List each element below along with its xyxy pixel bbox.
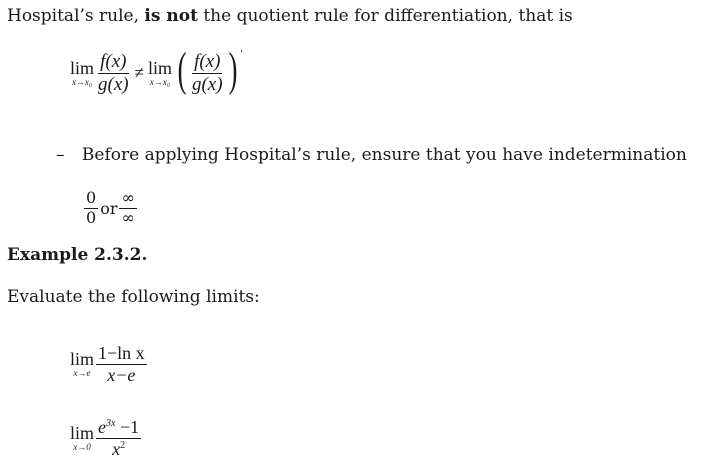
left-paren: ( bbox=[177, 43, 187, 97]
bullet-dash: – bbox=[56, 145, 65, 165]
limit-1-subscript: x→e bbox=[73, 367, 91, 378]
limit-operator bbox=[70, 59, 94, 88]
or-text: or bbox=[100, 198, 118, 218]
indetermination-forms bbox=[84, 190, 137, 227]
infinity-over-infinity bbox=[119, 190, 136, 227]
limit-1-numerator: 1−ln x bbox=[98, 343, 145, 363]
intro-text-1: Hospital’s rule, bbox=[7, 6, 145, 26]
numerator-f: f(x) bbox=[100, 51, 127, 72]
example-heading: Example 2.3.2. bbox=[7, 245, 148, 265]
limit-2 bbox=[70, 418, 141, 459]
bullet-text: Before applying Hospital’s rule, ensure that you have indetermination bbox=[81, 145, 687, 165]
prime-mark: ′ bbox=[240, 48, 243, 60]
lim-subscript: x→x₀ bbox=[71, 77, 93, 88]
limit-2-lim-word: lim bbox=[70, 422, 95, 443]
instruction-text: Evaluate the following limits: bbox=[7, 287, 260, 307]
numerator-f-2: f(x) bbox=[194, 51, 221, 72]
limit-operator-2 bbox=[148, 59, 172, 88]
bullet-item bbox=[56, 145, 687, 165]
denominator-g: g(x) bbox=[98, 73, 129, 95]
limit-2-num-base: e bbox=[98, 417, 107, 437]
limit-1-lim-word: lim bbox=[70, 348, 95, 369]
zero-denominator: 0 bbox=[86, 207, 97, 227]
intro-text-2: the quotient rule for differentiation, that is bbox=[197, 6, 573, 26]
zero-over-zero bbox=[84, 190, 98, 227]
lim-word: lim bbox=[70, 58, 95, 79]
intro-emphasis: is not bbox=[144, 6, 198, 26]
intro-paragraph bbox=[7, 6, 573, 26]
limit-2-numerator bbox=[96, 418, 141, 439]
limit-2-num-tail: −1 bbox=[115, 417, 140, 437]
not-equal-sign: ≠ bbox=[134, 63, 144, 83]
limit-1-operator bbox=[70, 350, 94, 379]
limit-2-fraction bbox=[96, 418, 141, 459]
lim-word-2: lim bbox=[147, 58, 172, 79]
limit-2-den-base: x bbox=[112, 438, 121, 459]
limit-2-num-exponent: 3x bbox=[106, 418, 116, 429]
infinity-numerator: ∞ bbox=[121, 188, 135, 207]
limit-1-denominator: x−e bbox=[107, 364, 136, 385]
zero-numerator: 0 bbox=[86, 188, 97, 207]
infinity-denominator: ∞ bbox=[121, 207, 135, 227]
limit-2-denominator bbox=[110, 439, 127, 459]
fraction-f-over-g bbox=[96, 52, 131, 95]
limit-2-operator bbox=[70, 424, 94, 453]
limit-2-subscript: x→0 bbox=[73, 441, 91, 452]
lim-subscript-2: x→x₀ bbox=[149, 77, 171, 88]
limit-1 bbox=[70, 344, 147, 385]
denominator-g-2: g(x) bbox=[191, 73, 223, 95]
limit-1-fraction bbox=[96, 344, 147, 385]
fraction-f-over-g-2 bbox=[190, 52, 225, 95]
limit-2-den-exponent: 2 bbox=[120, 439, 126, 451]
right-paren: ) bbox=[228, 43, 237, 97]
quotient-inequality-formula bbox=[70, 43, 243, 97]
